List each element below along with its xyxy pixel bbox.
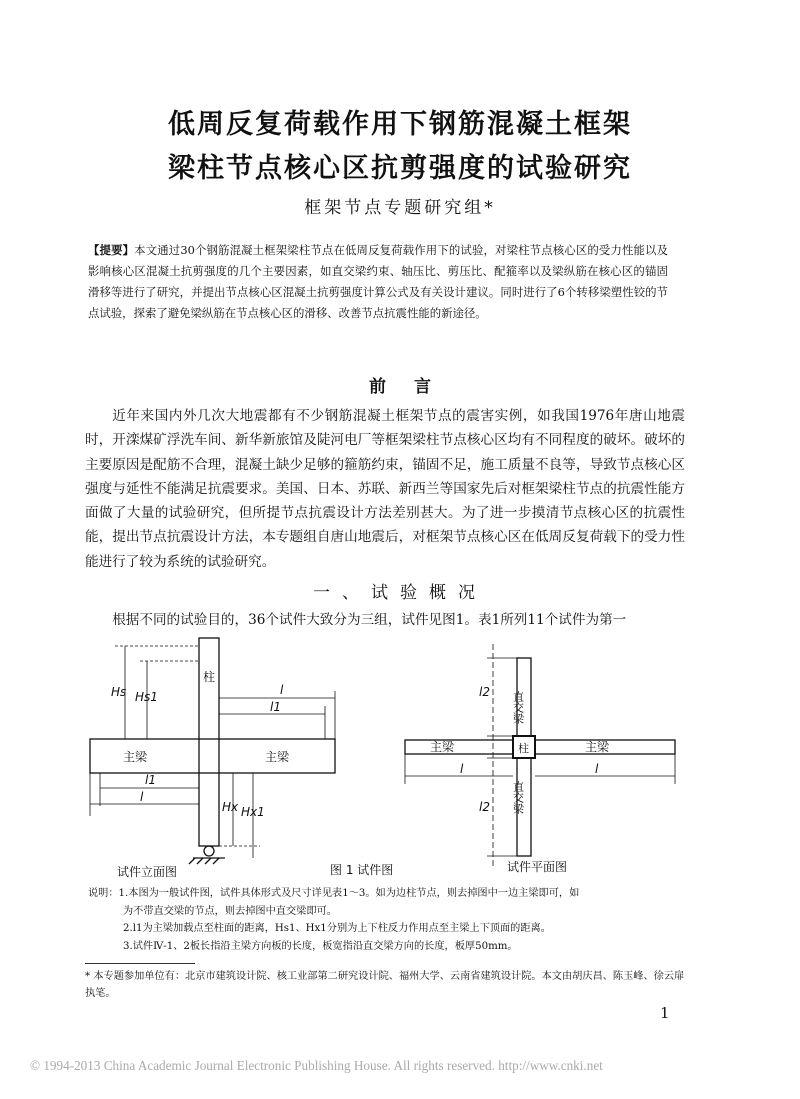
dim-hx: Hx — [222, 800, 239, 814]
page-number: 1 — [660, 1004, 670, 1022]
label-plan: 试件平面图 — [507, 860, 568, 874]
abstract-text: 本文通过30个钢筋混凝土框架梁柱节点在低周反复荷载作用下的试验，对梁柱节点核心区的受力性能以及影响核心区混凝土抗剪强度的几个主要因素，如直交梁约束、轴压比、剪压比、配箍率以及梁纵筋在核心区的锚固滑移等进行了研究，并提出节点核心区混凝土抗剪强度计算公式及有关设计建议。同时进行了6个转移梁塑性铰的节点试验，探索了避免梁纵筋在节点核心区的滑移、改善节点抗震性能的新途径。 — [88, 243, 668, 320]
label-beam-left: 主梁 — [123, 750, 148, 764]
label-column: 柱 — [203, 670, 216, 684]
copyright-watermark: © 1994-2013 China Academic Journal Electronic Publishing House. All rights reserved. http://www.cnki.net — [30, 1058, 603, 1073]
plan-label-cross-top: 直交梁 — [511, 691, 525, 724]
plan-label-beam-right: 主梁 — [585, 740, 610, 754]
abstract-label: 【提要】 — [88, 243, 135, 257]
plan-label-cross-bottom: 直交梁 — [511, 781, 525, 814]
dim-l1-top: l1 — [270, 700, 281, 714]
plan-label-beam-left: 主梁 — [430, 740, 455, 754]
note-line: 2.l1为主梁加载点至柱面的距离，Hs1、Hx1分别为上下柱反力作用点至主梁上下顶面的距离。 — [123, 923, 551, 934]
footnote-rule — [85, 963, 195, 964]
dim-hx1: Hx1 — [241, 805, 265, 819]
dim-l-bottom: l — [140, 790, 144, 804]
paper-title-line1: 低周反复荷载作用下钢筋混凝土框架 — [168, 109, 632, 140]
note-line: 3.试件Ⅳ-1、2板长指沿主梁方向板的长度，板宽指沿直交梁方向的长度，板厚50mm。 — [123, 940, 518, 952]
plan-dim-l2-bottom: l2 — [479, 800, 490, 814]
dim-l-top: l — [280, 683, 284, 697]
dim-hs1: Hs1 — [135, 690, 158, 704]
figure-specimen-drawing — [85, 636, 685, 881]
plan-dim-l-left: l — [460, 762, 464, 776]
plan-label-column: 柱 — [518, 742, 529, 755]
intro-paragraph: 近年来国内外几次大地震都有不少钢筋混凝土框架节点的震害实例，如我国1976年唐山地震时，开滦煤矿浮洗车间、新华新旅馆及陡河电厂等框架梁柱节点核心区均有不同程度的破坏。破坏的主要原因是配筋不合理，混凝土缺少足够的箍筋约束，锚固不足，施工质量不良等，导致节点核心区强度与延性不能满足抗震要求。美国、日本、苏联、新西兰等国家先后对框架梁柱节点的抗震性能方面做了大量的试验研究，但所提节点抗震设计方法差别甚大。为了进一步摸清节点核心区的抗震性能，提出节点抗震设计方法，本专题组自唐山地震后，对框架节点核心区在低周反复荷载下的受力性能进行了较为系统的试验研究。 — [85, 408, 685, 570]
abstract — [88, 240, 668, 324]
footnote: * 本专题参加单位有：北京市建筑设计院、核工业部第二研究设计院、福州大学、云南省建筑设计院。本文由胡庆昌、陈玉峰、徐云扉执笔。 — [85, 971, 685, 999]
section-title-intro: 前言 — [369, 377, 459, 397]
authors: 框架节点专题研究组* — [304, 198, 496, 218]
dim-l1-bottom: l1 — [145, 773, 156, 787]
label-elevation: 试件立面图 — [117, 865, 178, 879]
label-beam-right: 主梁 — [265, 750, 290, 764]
note-line: 为不带直交梁的节点，则去掉图中直交梁即可。 — [123, 905, 337, 917]
plan-dim-l2-top: l2 — [479, 685, 490, 699]
section-title-test-overview: 一、试验概况 — [313, 583, 487, 603]
figure-notes — [88, 885, 688, 955]
paper-title-line2: 梁柱节点核心区抗剪强度的试验研究 — [168, 153, 632, 184]
note-line: 说明：1.本图为一般试件图，试件具体形式及尺寸详见表1～3。如为边柱节点，则去掉图中一边主梁即可，如 — [88, 888, 580, 899]
body-paragraph: 根据不同的试验目的，36个试件大致分为三组，试件见图1。表1所列11个试件为第一 — [112, 612, 627, 628]
dim-hs: Hs — [111, 685, 127, 699]
plan-dim-l-right: l — [595, 762, 599, 776]
figure-caption: 图 1 试件图 — [330, 863, 394, 877]
